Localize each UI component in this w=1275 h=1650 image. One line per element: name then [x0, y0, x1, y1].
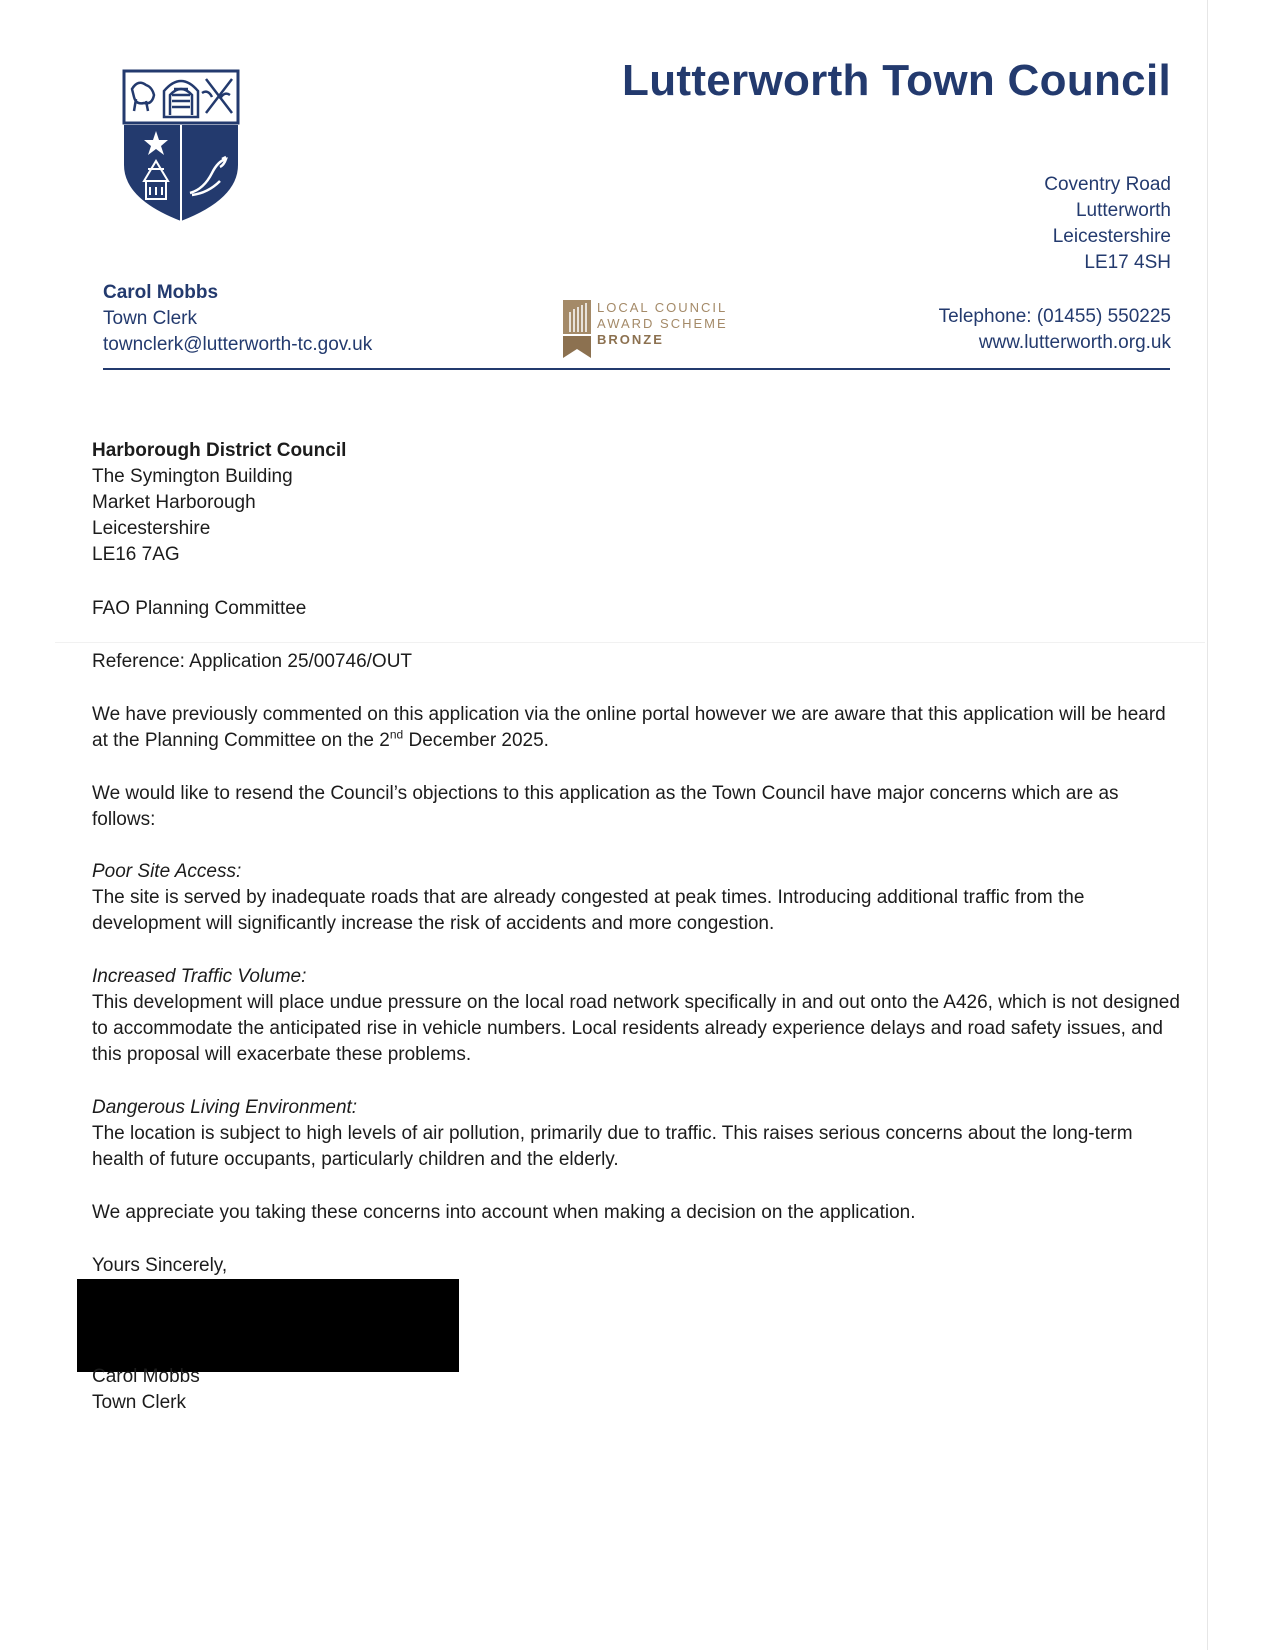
address-line: Leicestershire — [1052, 226, 1171, 247]
concern-text: This development will place undue pressure on the local road network specifically in and out onto the A426, which is not designed to accommodate the anticipated rise in vehicle numbers. Local residents already experience delays and road safety issues, and this proposal will exacerbate these problems. — [92, 992, 1180, 1065]
concern-heading: Poor Site Access: — [92, 861, 242, 882]
paragraph-2: We would like to resend the Council’s objections to this application as the Town Council have major concerns which are as follows: — [92, 783, 1119, 830]
paragraph-1 — [92, 702, 1182, 754]
award-level: BRONZE — [597, 332, 664, 347]
clerk-details — [103, 280, 372, 358]
concern-text: The site is served by inadequate roads that are already congested at peak times. Introducing additional traffic from the development will significantly increase the risk of accidents and more congestion. — [92, 887, 1085, 934]
recipient-line: The Symington Building — [92, 466, 293, 487]
concern-heading: Dangerous Living Environment: — [92, 1097, 358, 1118]
council-contact — [939, 304, 1171, 356]
clerk-title: Town Clerk — [103, 308, 197, 329]
signature-block — [92, 1364, 1182, 1416]
fao-line: FAO Planning Committee — [92, 598, 307, 619]
recipient-name: Harborough District Council — [92, 440, 347, 461]
clerk-name: Carol Mobbs — [103, 282, 219, 303]
concern-heading: Increased Traffic Volume: — [92, 966, 307, 987]
telephone: Telephone: (01455) 550225 — [938, 306, 1171, 327]
award-ribbon-icon — [563, 300, 591, 358]
recipient-address — [92, 438, 1182, 568]
council-crest-logo — [122, 69, 240, 225]
concern-3 — [92, 1095, 1182, 1173]
scan-fold-line — [55, 642, 1205, 643]
closing-paragraph: We appreciate you taking these concerns into account when making a decision on the application. — [92, 1202, 916, 1223]
award-text — [597, 300, 728, 348]
header-divider — [103, 368, 1170, 370]
paragraph-1-text: We have previously commented on this application via the online portal however we are aware that this application will be heard at the Planning Committee on the 2 — [92, 704, 1166, 751]
reference-line: Reference: Application 25/00746/OUT — [92, 651, 413, 672]
paragraph-1-date: December 2025. — [403, 730, 549, 751]
concern-text: The location is subject to high levels of air pollution, primarily due to traffic. This raises serious concerns about the long-term health of future occupants, particularly children and the elderly. — [92, 1123, 1133, 1170]
award-scheme-badge — [563, 300, 743, 360]
signoff: Yours Sincerely, — [92, 1255, 228, 1276]
address-line: Lutterworth — [1075, 200, 1171, 221]
concern-2 — [92, 964, 1182, 1068]
award-line-1: LOCAL COUNCIL — [597, 300, 728, 315]
recipient-line: Leicestershire — [92, 518, 211, 539]
award-line-2: AWARD SCHEME — [597, 316, 728, 331]
clerk-email-link[interactable]: townclerk@lutterworth-tc.gov.uk — [103, 334, 373, 355]
concern-1 — [92, 859, 1182, 937]
signature-redaction — [77, 1279, 459, 1372]
council-name-title: Lutterworth Town Council — [622, 56, 1171, 105]
address-line: Coventry Road — [1044, 174, 1171, 195]
recipient-postcode: LE16 7AG — [92, 544, 180, 565]
scan-edge — [1207, 0, 1208, 1650]
ordinal-suffix: nd — [389, 727, 404, 742]
council-address — [1044, 172, 1171, 276]
website-link[interactable]: www.lutterworth.org.uk — [978, 332, 1171, 353]
signatory-title: Town Clerk — [92, 1392, 186, 1413]
address-postcode: LE17 4SH — [1084, 252, 1171, 273]
signatory-name: Carol Mobbs — [92, 1366, 200, 1387]
recipient-line: Market Harborough — [92, 492, 256, 513]
